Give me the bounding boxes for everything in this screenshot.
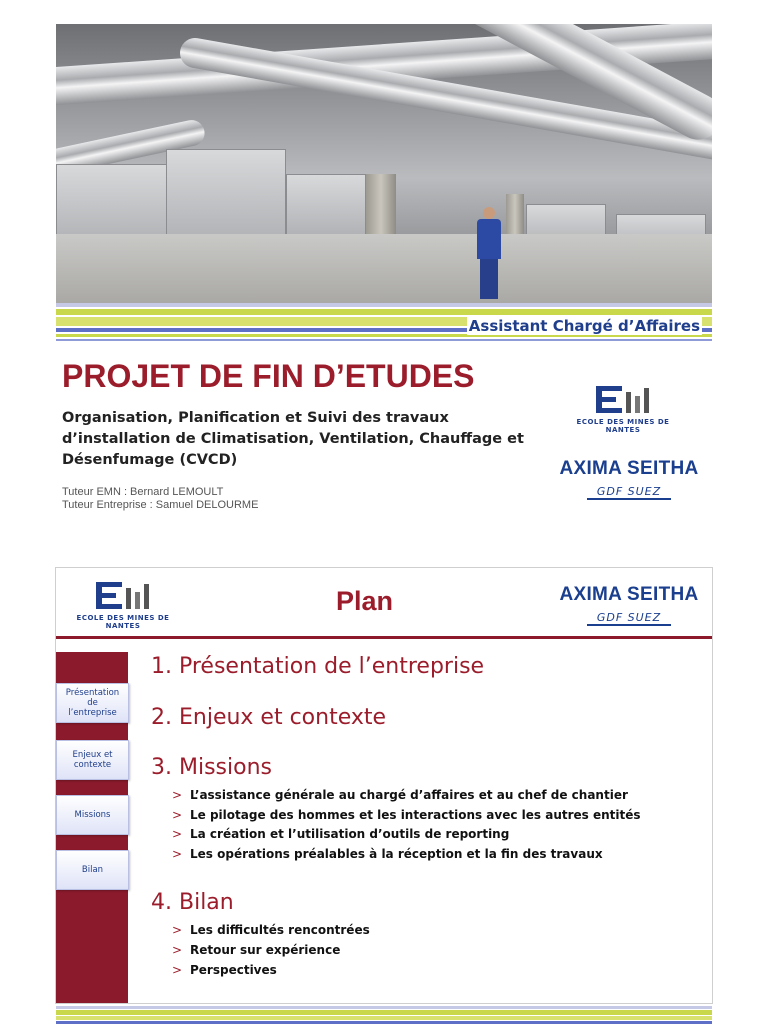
sidebar-item-label: Bilan [81,865,104,875]
subtitle-line: Désenfumage (CVCD) [62,452,238,468]
list-item-text: Perspectives [190,963,277,977]
floor [56,234,712,304]
axima-logo-name: AXIMA SEITHA [559,584,699,605]
emn-logo-text: ECOLE DES MINES DE NANTES [576,418,670,434]
bullet-marker: > [172,963,183,977]
list-item [172,808,641,822]
section-title: 2. Enjeux et contexte [151,705,387,730]
worker-figure [474,207,504,299]
decorative-stripes [56,1006,712,1024]
subtitle-line: Organisation, Planification et Suivi des travaux [62,410,449,426]
band-title: Assistant Chargé d’Affaires [468,317,700,335]
list-item-text: L’assistance générale au chargé d’affaires et au chef de chantier [190,788,628,802]
bullet-marker: > [172,788,183,802]
tutor-entreprise: Tuteur Entreprise : Samuel DELOURME [62,499,259,511]
section-title: 3. Missions [151,755,272,780]
sidebar-item-enjeux[interactable] [56,740,129,780]
list-item-text: Le pilotage des hommes et les interactions avec les autres entités [190,808,641,822]
project-subtitle [62,408,542,471]
axima-seitha-logo [554,584,704,630]
bullet-marker: > [172,923,183,937]
sidebar-item-label: Présentation de l’entreprise [65,688,120,718]
list-item-text: La création et l’utilisation d’outils de reporting [190,827,510,841]
emn-logo-text: ECOLE DES MINES DE NANTES [76,614,170,630]
decorative-stripes [56,303,712,343]
section-title: 1. Présentation de l’entreprise [151,654,485,679]
emn-logo [58,580,188,630]
list-item-text: Les difficultés rencontrées [190,923,370,937]
title-divider [56,636,712,639]
list-item-text: Retour sur expérience [190,943,341,957]
emn-logo [558,384,688,434]
bullet-marker: > [172,847,183,861]
emn-logo-mark [94,580,158,612]
section-title: 4. Bilan [151,890,234,915]
sidebar-item-label: Enjeux et contexte [72,750,113,770]
sidebar-item-presentation[interactable] [56,683,129,723]
list-item [172,963,277,977]
gdf-suez-logo-text: GDF SUEZ [587,611,671,626]
project-title: PROJET DE FIN D’ETUDES [62,358,475,394]
sidebar-item-bilan[interactable] [56,850,129,890]
sidebar [56,652,128,1003]
bullet-marker: > [172,943,183,957]
subtitle-line: d’installation de Climatisation, Ventilation, Chauffage et [62,431,524,447]
sidebar-item-missions[interactable] [56,795,129,835]
hvac-machine-room-photo [56,24,712,304]
plan-slide [55,567,713,1004]
list-item [172,943,340,957]
sidebar-item-label: Missions [74,810,111,820]
list-item [172,788,628,802]
emn-logo-mark [594,384,658,416]
gdf-suez-logo-text: GDF SUEZ [587,485,671,500]
bullet-marker: > [172,808,183,822]
axima-logo-name: AXIMA SEITHA [559,458,699,479]
list-item [172,827,509,841]
axima-seitha-logo [554,458,704,504]
tutor-emn: Tuteur EMN : Bernard LEMOULT [62,486,224,498]
bullet-marker: > [172,827,183,841]
list-item [172,923,370,937]
plan-title: Plan [336,586,394,616]
list-item-text: Les opérations préalables à la réception et la fin des travaux [190,847,603,861]
list-item [172,847,603,861]
